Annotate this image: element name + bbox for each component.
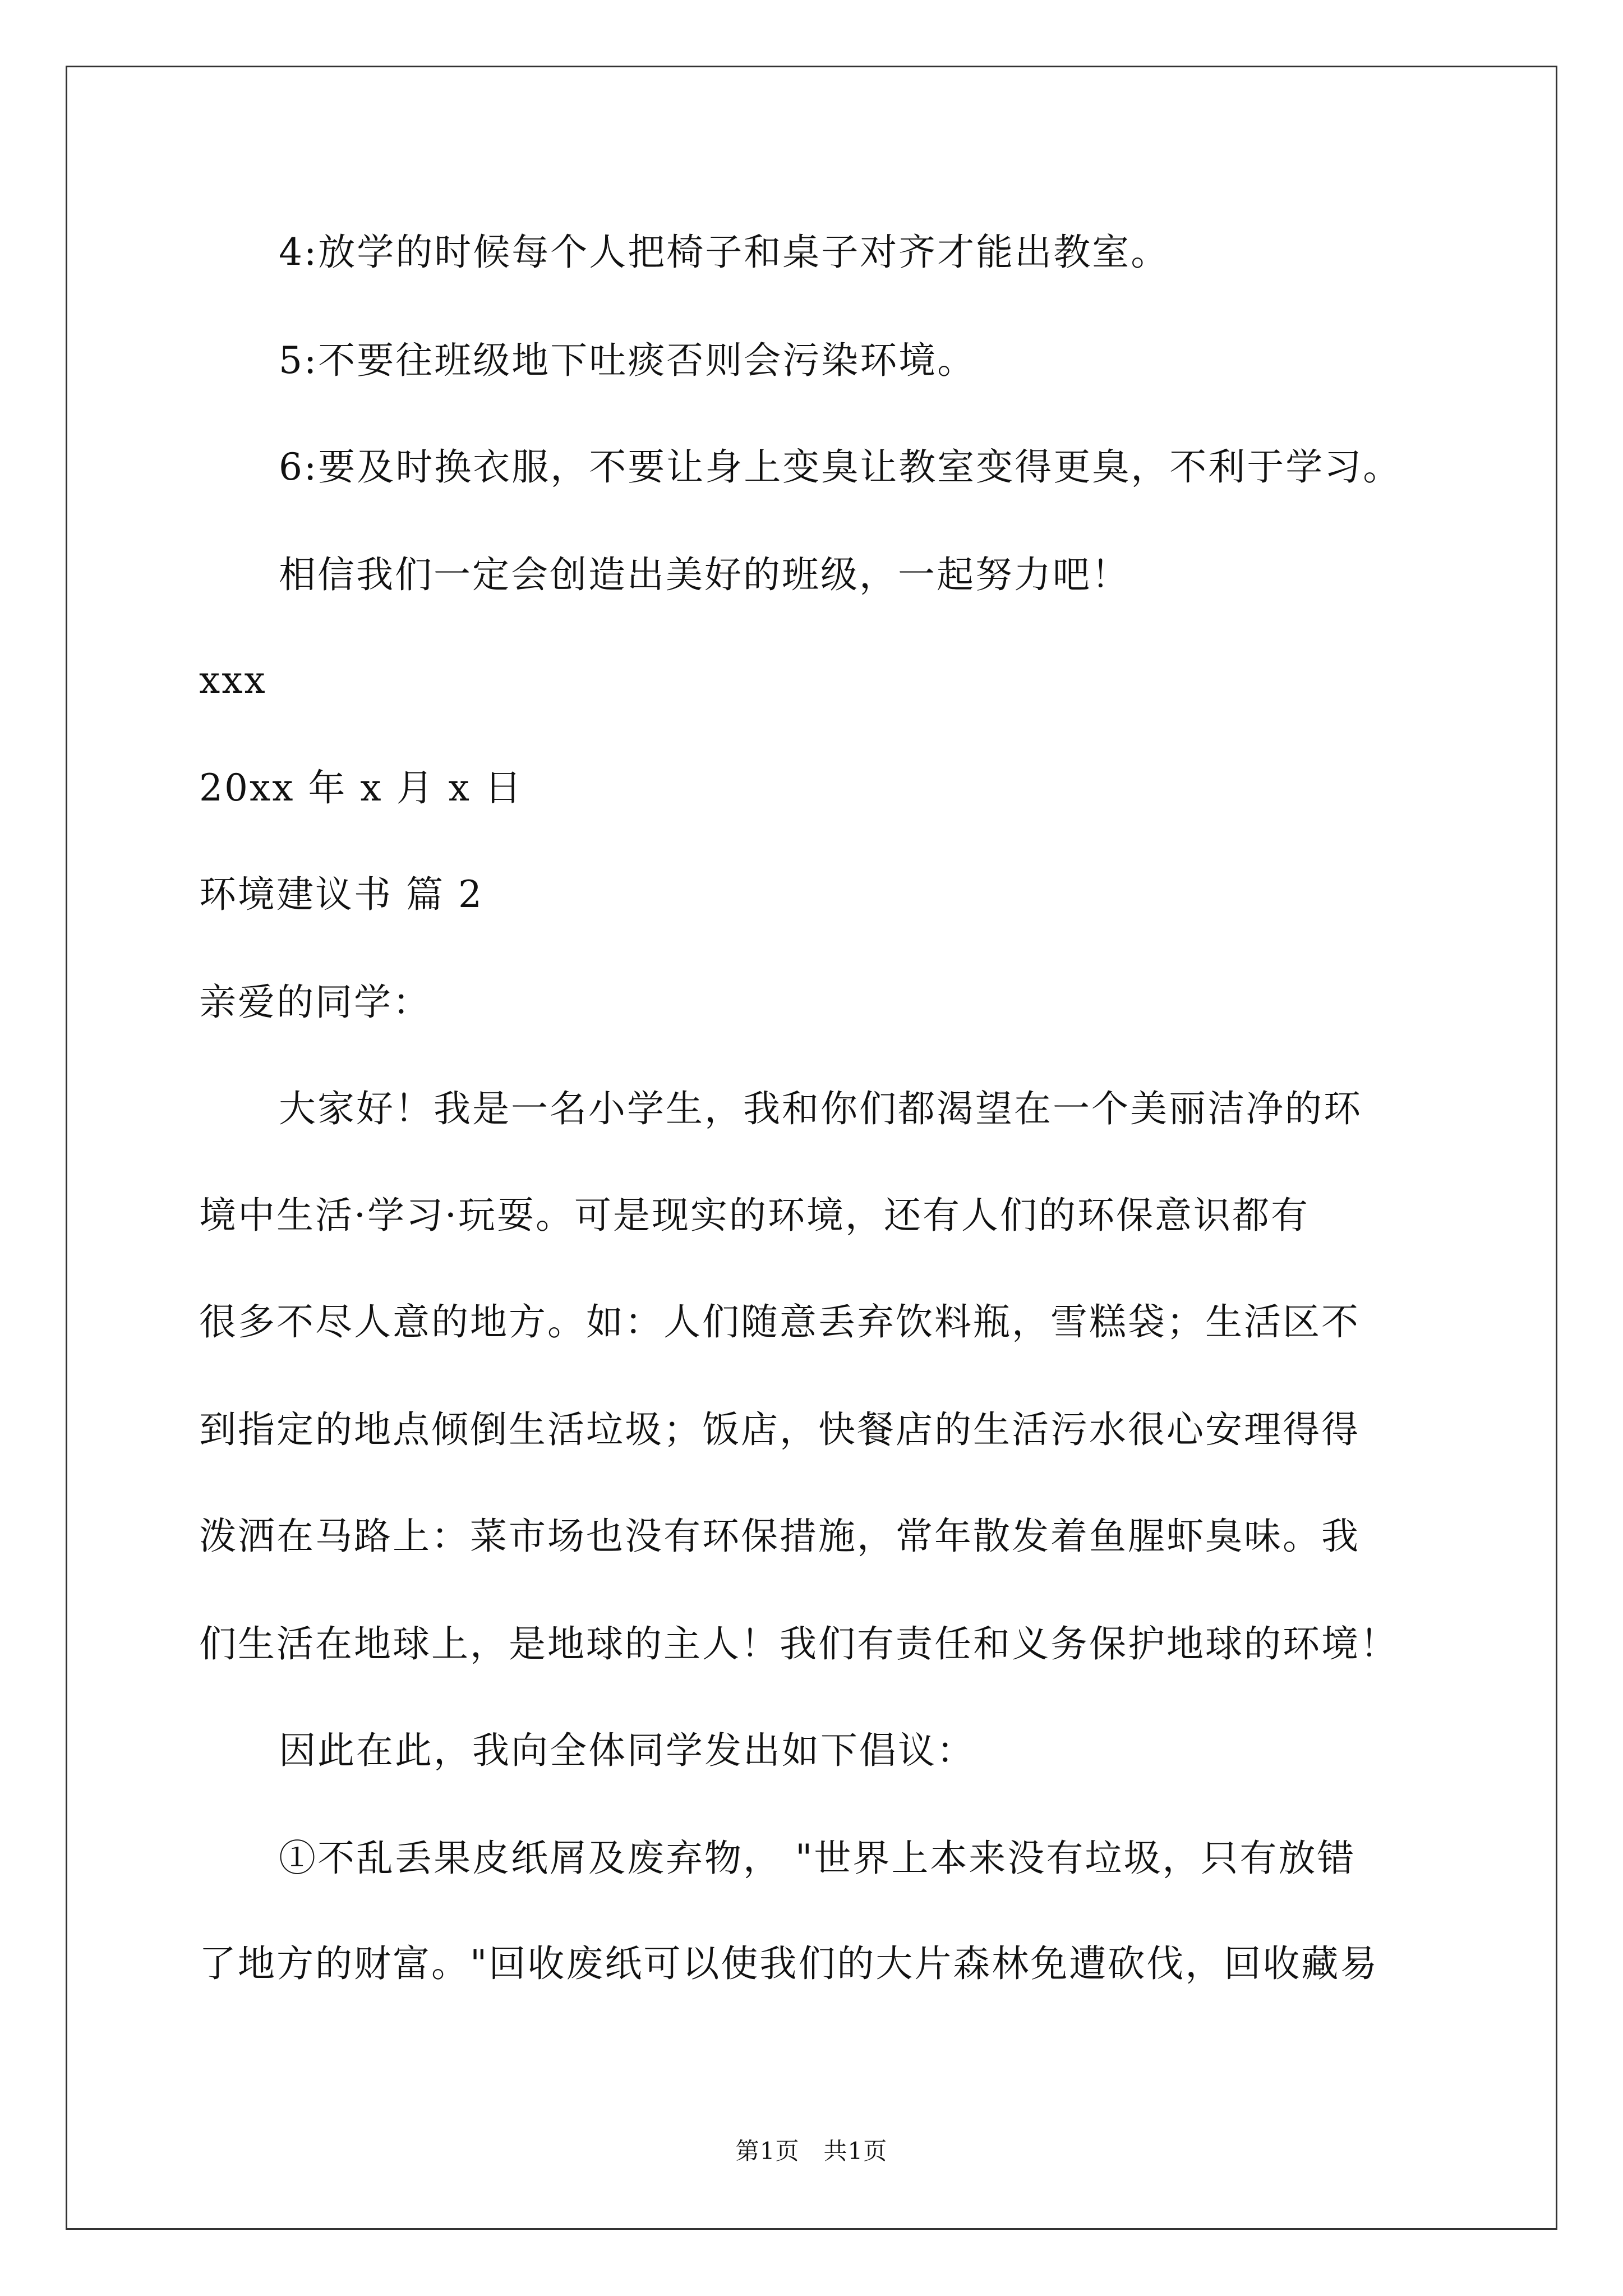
page-footer: 第1页 共1页 <box>735 2137 888 2165</box>
paragraph-line: 因此在此，我向全体同学发出如下倡议： <box>279 1729 975 1772</box>
paragraph-line: 相信我们一定会创造出美好的班级，一起努力吧！ <box>279 553 1130 596</box>
page-border <box>66 66 1557 2230</box>
paragraph-line: ①不乱丢果皮纸屑及废弃物， "世界上本来没有垃圾，只有放错 <box>279 1837 1356 1880</box>
signature-line: xxx <box>199 659 267 702</box>
paragraph-line: 泼洒在马路上：菜市场也没有环保措施，常年散发着鱼腥虾臭味。我 <box>199 1515 1360 1558</box>
paragraph-line: 6:要及时换衣服，不要让身上变臭让教室变得更臭，不利于学习。 <box>279 445 1402 489</box>
paragraph-line: 到指定的地点倾倒生活垃圾；饭店，快餐店的生活污水很心安理得得 <box>199 1408 1360 1451</box>
paragraph-line: 5:不要往班级地下吐痰否则会污染环境。 <box>279 339 976 382</box>
paragraph-line: 4:放学的时候每个人把椅子和桌子对齐才能出教室。 <box>279 231 1170 274</box>
section-heading: 环境建议书 篇 2 <box>199 873 483 916</box>
paragraph-line: 很多不尽人意的地方。如：人们随意丢弃饮料瓶，雪糕袋；生活区不 <box>199 1300 1360 1343</box>
salutation: 亲爱的同学： <box>199 981 431 1024</box>
paragraph-line: 境中生活·学习·玩耍。可是现实的环境，还有人们的环保意识都有 <box>199 1194 1310 1237</box>
date-line: 20xx 年 x 月 x 日 <box>199 766 523 809</box>
paragraph-line: 了地方的财富。"回收废纸可以使我们的大片森林免遭砍伐，回收藏易 <box>199 1942 1379 1985</box>
paragraph-line: 们生活在地球上，是地球的主人！我们有责任和义务保护地球的环境！ <box>199 1622 1399 1665</box>
paragraph-line: 大家好！我是一名小学生，我和你们都渴望在一个美丽洁净的环 <box>279 1087 1362 1130</box>
